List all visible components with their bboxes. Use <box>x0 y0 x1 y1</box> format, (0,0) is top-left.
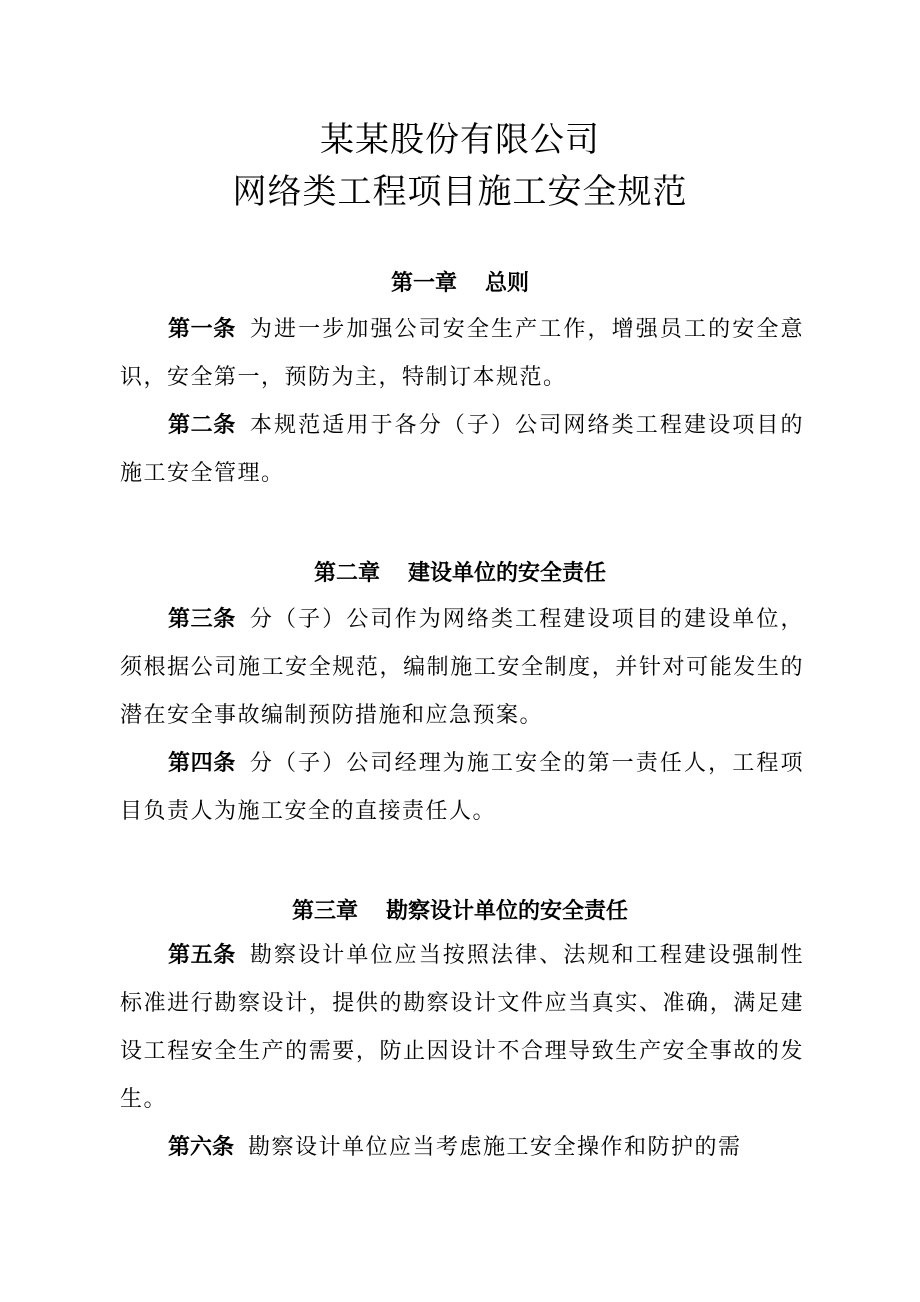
article-6 <box>120 1124 804 1172</box>
chapter-heading-3 <box>0 894 920 925</box>
article-label: 第三条 <box>168 607 236 632</box>
article-1 <box>120 306 804 402</box>
article-2 <box>120 402 804 498</box>
article-text: 勘察设计单位应当按照法律、法规和工程建设强制性标准进行勘察设计，提供的勘察设计文件应当真实、准确，满足建设工程安全生产的需要，防止因设计不合理导致生产安全事故的发生。 <box>120 943 804 1112</box>
article-text: 为进一步加强公司安全生产工作，增强员工的安全意识，安全第一，预防为主，特制订本规范。 <box>120 317 804 390</box>
article-label: 第二条 <box>168 413 236 438</box>
article-label: 第六条 <box>168 1135 235 1160</box>
article-label: 第五条 <box>168 943 236 968</box>
article-text: 本规范适用于各分（子）公司网络类工程建设项目的施工安全管理。 <box>120 413 804 486</box>
chapter-number: 第一章 <box>390 271 457 296</box>
article-text: 勘察设计单位应当考虑施工安全操作和防护的需 <box>248 1135 742 1160</box>
article-4 <box>120 740 804 836</box>
chapter-name: 建设单位的安全责任 <box>408 561 607 586</box>
chapter-number: 第二章 <box>313 561 380 586</box>
document-title-subject: 网络类工程项目施工安全规范 <box>232 172 688 212</box>
document-title-company: 某某股份有限公司 <box>320 120 600 160</box>
article-label: 第一条 <box>168 317 236 342</box>
article-text: 分（子）公司作为网络类工程建设项目的建设单位，须根据公司施工安全规范，编制施工安全制度，并针对可能发生的潜在安全事故编制预防措施和应急预案。 <box>120 607 804 728</box>
chapter-name: 总则 <box>485 271 530 296</box>
chapter-heading-1 <box>0 266 920 297</box>
article-3 <box>120 596 804 740</box>
article-label: 第四条 <box>168 751 236 776</box>
chapter-name: 勘察设计单位的安全责任 <box>386 899 629 924</box>
article-text: 分（子）公司经理为施工安全的第一责任人，工程项目负责人为施工安全的直接责任人。 <box>120 751 804 824</box>
chapter-number: 第三章 <box>291 899 358 924</box>
chapter-heading-2 <box>0 556 920 587</box>
article-5 <box>120 932 804 1124</box>
